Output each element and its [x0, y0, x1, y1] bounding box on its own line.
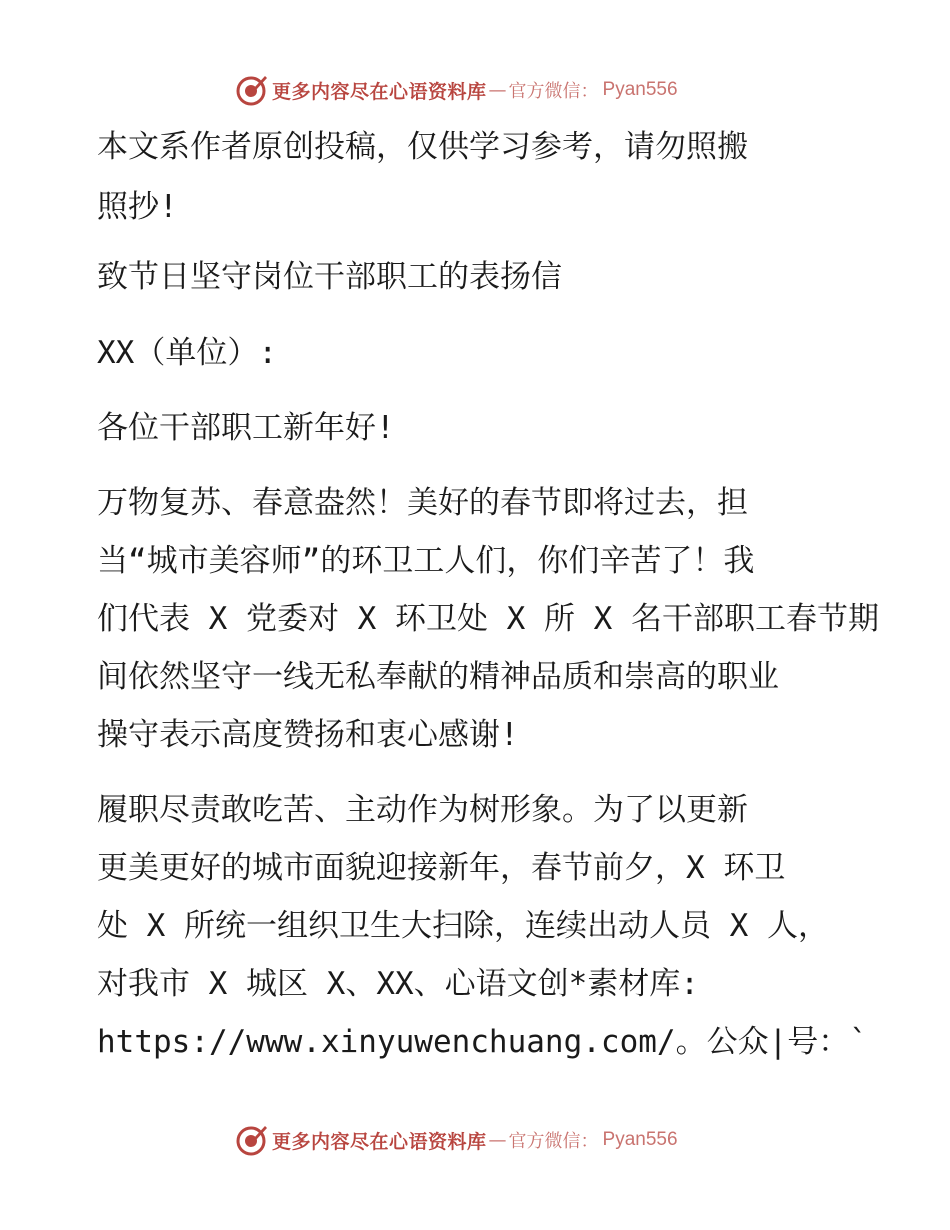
greeting: 各位干部职工新年好!: [97, 410, 395, 446]
text-line: 对我市 X 城区 X、XX、心语文创*素材库:: [97, 966, 699, 1002]
text-line: 万物复苏、春意盎然！美好的春节即将过去，担: [97, 485, 748, 521]
watermark-wechat-id: Pyan556: [602, 79, 678, 100]
watermark-brand: 更多内容尽在心语资料库: [272, 1130, 487, 1153]
text-line: 操守表示高度赞扬和衷心感谢!: [97, 717, 519, 753]
watermark-banner-top: [234, 70, 678, 110]
watermark-separator: —: [488, 79, 507, 101]
text-line: 处 X 所统一组织卫生大扫除，连续出动人员 X 人，: [97, 908, 829, 944]
watermark-separator: —: [488, 1129, 507, 1151]
text-line: 本文系作者原创投稿，仅供学习参考，请勿照搬: [97, 129, 748, 165]
watermark-official-label: 官方微信：: [508, 81, 599, 102]
text-line: 间依然坚守一线无私奉献的精神品质和崇高的职业: [97, 659, 779, 695]
text-line: 更美更好的城市面貌迎接新年，春节前夕，X 环卫: [97, 850, 786, 886]
text-line: 当“城市美容师”的环卫工人们，你们辛苦了！我: [97, 543, 755, 579]
watermark-official-label: 官方微信：: [508, 1131, 599, 1152]
watermark-brand: 更多内容尽在心语资料库: [272, 80, 487, 103]
letter-title: 致节日坚守岗位干部职工的表扬信: [97, 259, 562, 295]
text-line: 照抄!: [97, 189, 178, 225]
watermark-wechat-id: Pyan556: [602, 1129, 678, 1150]
text-line: 们代表 X 党委对 X 环卫处 X 所 X 名干部职工春节期: [97, 601, 879, 637]
brush-logo-icon: [234, 73, 268, 107]
watermark-banner-bottom: [234, 1120, 678, 1160]
url-line: https://www.xinyuwenchuang.com/。公众|号：`: [97, 1024, 868, 1060]
salutation-unit: XX（单位）:: [97, 335, 277, 371]
brush-logo-icon: [234, 1123, 268, 1157]
text-line: 履职尽责敢吃苦、主动作为树形象。为了以更新: [97, 792, 748, 828]
